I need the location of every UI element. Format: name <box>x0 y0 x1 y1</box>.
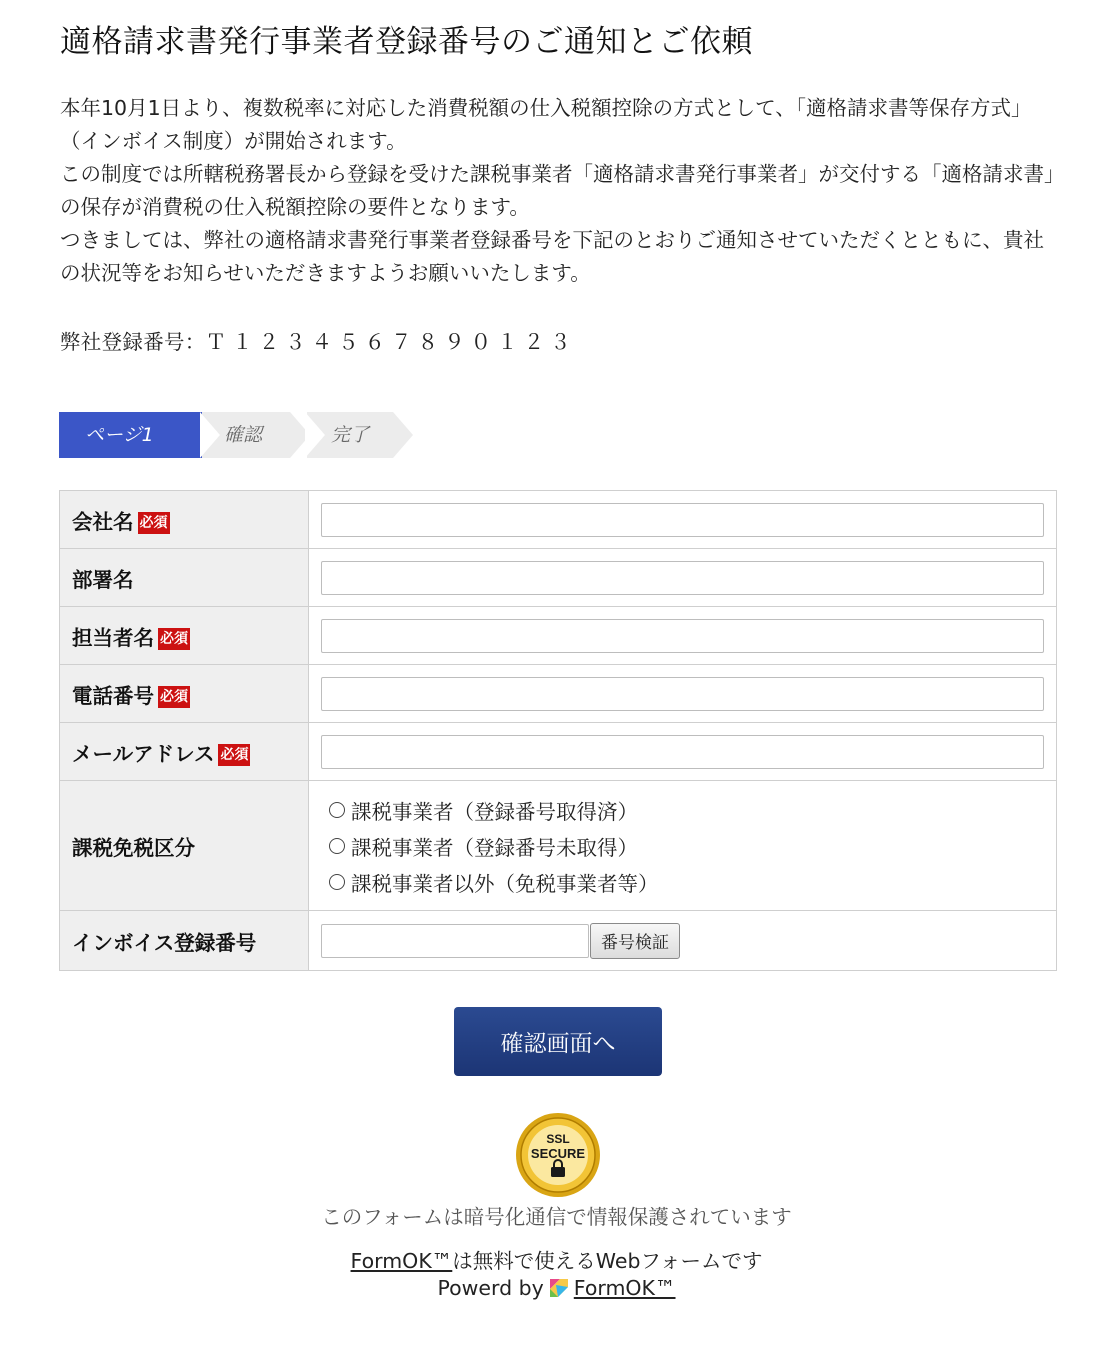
radio-button[interactable] <box>329 802 345 818</box>
invoice-label-cell <box>60 911 309 971</box>
company-registration-number <box>60 325 577 355</box>
contact-name-input[interactable] <box>321 619 1044 653</box>
form-row-department <box>60 549 1057 607</box>
step-page1: ページ1 <box>59 412 205 458</box>
form-row-email <box>60 723 1057 781</box>
company-label: 会社名 <box>72 509 134 534</box>
form-row-tax-status <box>60 781 1057 911</box>
form-row-contact <box>60 607 1057 665</box>
form-row-invoice <box>60 911 1057 971</box>
intro-paragraph: この制度では所轄税務署長から登録を受けた課税事業者「適格請求書発行事業者」が交付する「適格請求書」の保存が消費税の仕入税額控除の要件となります。 <box>60 162 1055 219</box>
required-badge: 必須 <box>158 628 190 650</box>
invoice-field-cell <box>309 911 1057 971</box>
required-badge: 必須 <box>218 744 250 766</box>
tax-status-option[interactable] <box>321 828 1044 864</box>
required-badge: 必須 <box>138 512 170 534</box>
intro-paragraph: 本年10月1日より、複数税率に対応した消費税額の仕入税額控除の方式として、「適格請求書等保存方式」（インボイス制度）が開始されます。 <box>60 96 1032 153</box>
page-title: 適格請求書発行事業者登録番号のご通知とご依頼 <box>60 24 753 60</box>
form-row-phone <box>60 665 1057 723</box>
invoice-number-input[interactable] <box>321 924 589 958</box>
department-label-cell <box>60 549 309 607</box>
company-label-cell <box>60 491 309 549</box>
tax-status-label-cell <box>60 781 309 911</box>
formok-logo-icon <box>548 1277 570 1299</box>
tax-status-option[interactable] <box>321 792 1044 828</box>
department-field-cell <box>309 549 1057 607</box>
contact-label-cell <box>60 607 309 665</box>
radio-label[interactable]: 課税事業者以外（免税事業者等） <box>351 871 659 896</box>
tax-status-option[interactable] <box>321 864 1044 900</box>
email-input[interactable] <box>321 735 1044 769</box>
formok-promo-text: は無料で使えるWebフォームです <box>452 1249 763 1273</box>
intro-text <box>60 92 1060 290</box>
required-badge: 必須 <box>158 686 190 708</box>
powered-by-text: Powerd by <box>437 1276 544 1300</box>
radio-label[interactable]: 課税事業者（登録番号未取得） <box>351 835 638 860</box>
email-label: メールアドレス <box>72 741 215 766</box>
phone-field-cell <box>309 665 1057 723</box>
radio-button[interactable] <box>329 874 345 890</box>
registration-value: Ｔ１２３４５６７８９０１２３ <box>205 330 577 354</box>
powered-by <box>0 1276 1113 1300</box>
ssl-secure-badge-icon <box>513 1112 603 1198</box>
tax-status-label: 課税免税区分 <box>72 835 195 860</box>
email-field-cell <box>309 723 1057 781</box>
department-input[interactable] <box>321 561 1044 595</box>
invoice-input-group <box>321 923 1044 959</box>
formok-powered-link[interactable]: FormOK™ <box>573 1276 676 1300</box>
verify-number-button[interactable]: 番号検証 <box>590 923 680 959</box>
step-complete: 完了 <box>307 412 393 458</box>
contact-label: 担当者名 <box>72 625 154 650</box>
inquiry-form <box>59 490 1057 971</box>
department-label: 部署名 <box>72 567 134 592</box>
secure-label: SECURE <box>530 1146 586 1161</box>
radio-button[interactable] <box>329 838 345 854</box>
contact-field-cell <box>309 607 1057 665</box>
tax-status-field-cell <box>309 781 1057 911</box>
phone-label: 電話番号 <box>72 683 154 708</box>
secure-notice: このフォームは暗号化通信で情報保護されています <box>321 1205 792 1229</box>
ssl-label: SSL <box>546 1132 570 1146</box>
formok-promo <box>0 1244 1113 1274</box>
company-field-cell <box>309 491 1057 549</box>
phone-label-cell <box>60 665 309 723</box>
formok-link[interactable]: FormOK™ <box>350 1249 453 1273</box>
form-row-company <box>60 491 1057 549</box>
email-label-cell <box>60 723 309 781</box>
registration-label: 弊社登録番号： <box>60 330 206 354</box>
phone-input[interactable] <box>321 677 1044 711</box>
company-name-input[interactable] <box>321 503 1044 537</box>
confirm-screen-button[interactable]: 確認画面へ <box>454 1007 662 1076</box>
step-confirm: 確認 <box>202 412 290 458</box>
radio-label[interactable]: 課税事業者（登録番号取得済） <box>351 799 638 824</box>
invoice-label: インボイス登録番号 <box>72 930 257 955</box>
intro-paragraph: つきましては、弊社の適格請求書発行事業者登録番号を下記のとおりご通知させていただくとともに、貴社の状況等をお知らせいただきますようお願いいたします。 <box>60 228 1044 285</box>
